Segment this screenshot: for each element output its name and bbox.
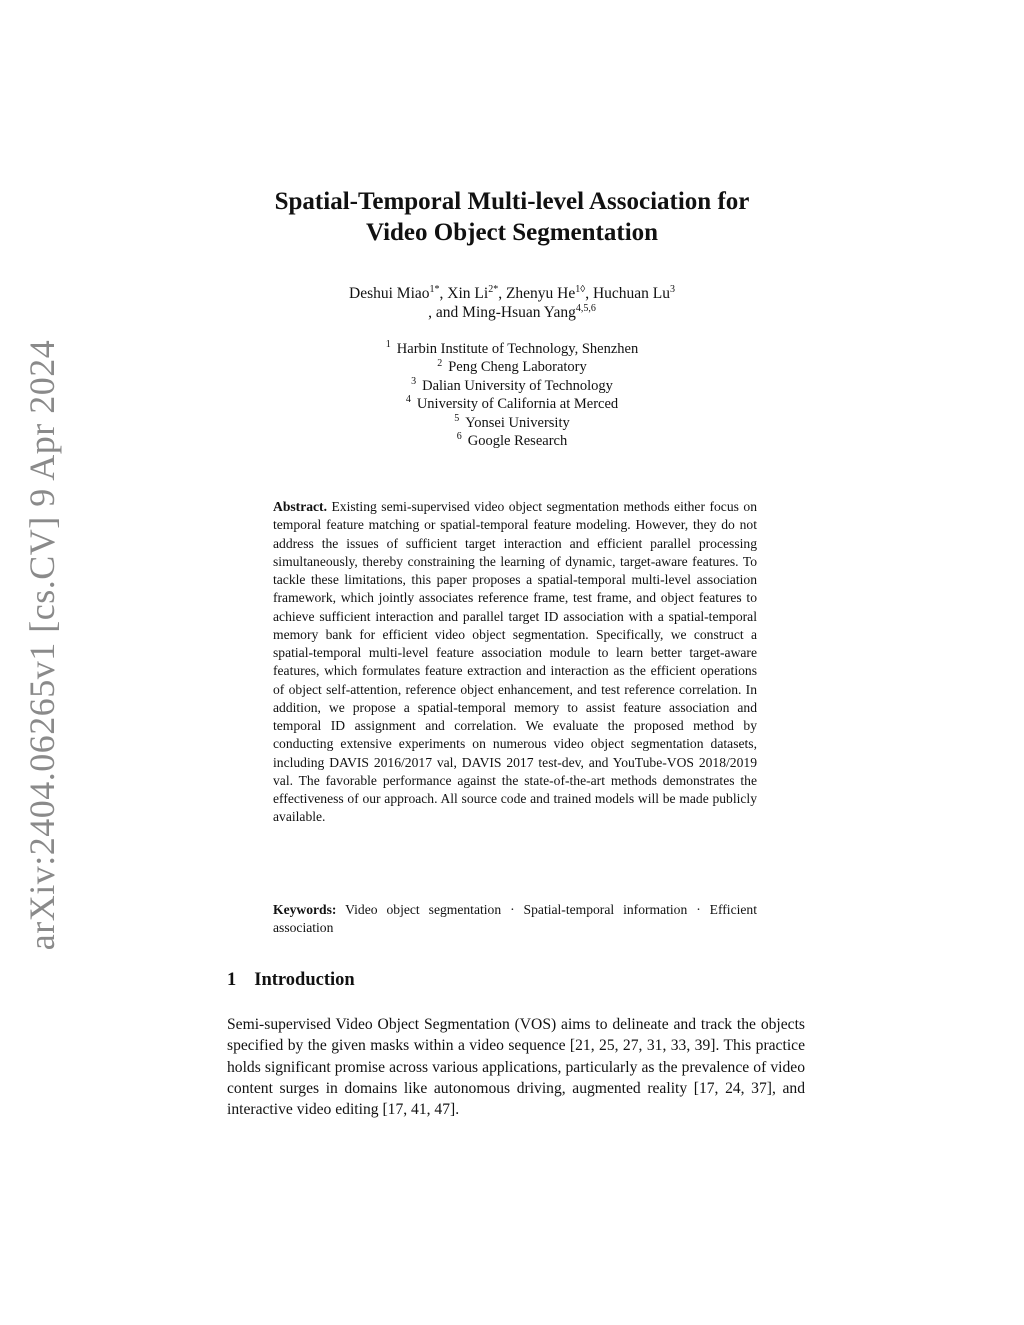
affiliation-item <box>0 414 1024 432</box>
affiliation-item <box>0 395 1024 413</box>
keywords <box>273 901 757 938</box>
author-affil-mark: 2* <box>488 283 499 295</box>
affiliation-item <box>0 377 1024 395</box>
author-list <box>0 284 1024 322</box>
author-name: Ming-Hsuan Yang <box>462 304 576 321</box>
affiliation-name: Peng Cheng Laboratory <box>448 359 587 376</box>
author-affil-mark: 3 <box>669 283 675 295</box>
author-name: Huchuan Lu <box>592 285 670 302</box>
section-title: Introduction <box>254 970 355 990</box>
author-name: Xin Li <box>447 285 489 302</box>
abstract <box>273 498 757 827</box>
introduction-paragraph: Semi-supervised Video Object Segmentation (VOS) aims to delineate and track the objects specified by the given masks within a video sequence [21, 25, 27, 31, 33, 39]. This practice holds significant promise across various applications, particularly as the prevalence of video content surges in domains like autonomous driving, augmented reality [17, 24, 37], and interactive video editing [17, 41, 47]. <box>227 1016 805 1119</box>
author-line-2 <box>0 303 1024 322</box>
affiliation-item <box>0 432 1024 450</box>
author-name: Deshui Miao <box>349 285 430 302</box>
affiliation-number: 3 <box>411 375 417 387</box>
title-line-2: Video Object Segmentation <box>365 219 659 246</box>
keywords-label: Keywords: <box>273 902 337 917</box>
affiliation-number: 4 <box>405 394 411 406</box>
abstract-text: Existing semi-supervised video object segmentation methods either focus on temporal feature matching or spatial-temporal feature modeling. However, they do not address the issues of sufficient target interaction and efficient parallel processing simultaneously, thereby constraining the learning of dynamic, target-aware features. To tackle these limitations, this paper proposes a spatial-temporal multi-level association framework, which jointly associates reference frame, test frame, and object features to achieve sufficient interaction and parallel target ID association with a spatial-temporal memory bank for efficient video object segmentation. Specifically, we construct a spatial-temporal multi-level feature association module to learn better target-aware features, which formulates feature extraction and interaction as the efficient operations of object self-attention, reference object enhancement, and test reference correlation. In addition, we propose a spatial-temporal memory to assist feature association and temporal ID assignment and correlation. We evaluate the proposed method by conducting extensive experiments on numerous video object segmentation datasets, including DAVIS 2016/2017 val, DAVIS 2017 test-dev, and YouTube-VOS 2018/2019 val. The favorable performance against the state-of-the-art methods demonstrates the effectiveness of our approach. All source code and trained models will be made publicly available. <box>273 499 757 825</box>
arxiv-identifier-stamp: arXiv:2404.06265v1 [cs.CV] 9 Apr 2024 <box>22 339 62 951</box>
author-affil-mark: 1◊ <box>575 283 586 295</box>
affiliation-name: Google Research <box>467 433 568 450</box>
title-line-1: Spatial-Temporal Multi-level Association for <box>274 188 750 215</box>
affiliation-name: Yonsei University <box>465 414 570 431</box>
paper-title <box>0 186 1024 248</box>
affiliation-item <box>0 358 1024 376</box>
keywords-text: Video object segmentation · Spatial-temporal information · Efficient association <box>273 902 757 936</box>
author-affil-mark: 1* <box>429 283 440 295</box>
author-separator: , and <box>428 304 463 321</box>
affiliation-name: University of California at Merced <box>416 396 619 413</box>
affiliation-name: Harbin Institute of Technology, Shenzhen <box>396 341 639 357</box>
affiliation-name: Dalian University of Technology <box>422 377 613 394</box>
affiliation-item <box>0 340 1024 358</box>
affiliation-number: 1 <box>385 339 391 351</box>
author-line-1: Deshui Miao$^{1*}$, Xin $Li^{2*}$, Zhenyu $He^{1◊}$, Huchuan Lu$^3$ <box>349 283 675 302</box>
affiliation-number: 5 <box>454 412 460 424</box>
author-affil-mark: 4,5,6 <box>575 302 596 314</box>
author-name: Zhenyu He <box>505 285 576 302</box>
affiliation-list <box>0 340 1024 450</box>
section-number: 1 <box>227 970 237 990</box>
section-heading-introduction <box>227 970 355 991</box>
affiliation-number: 2 <box>437 357 443 369</box>
affiliation-number: 6 <box>456 431 462 443</box>
abstract-label: Abstract. <box>273 499 327 514</box>
